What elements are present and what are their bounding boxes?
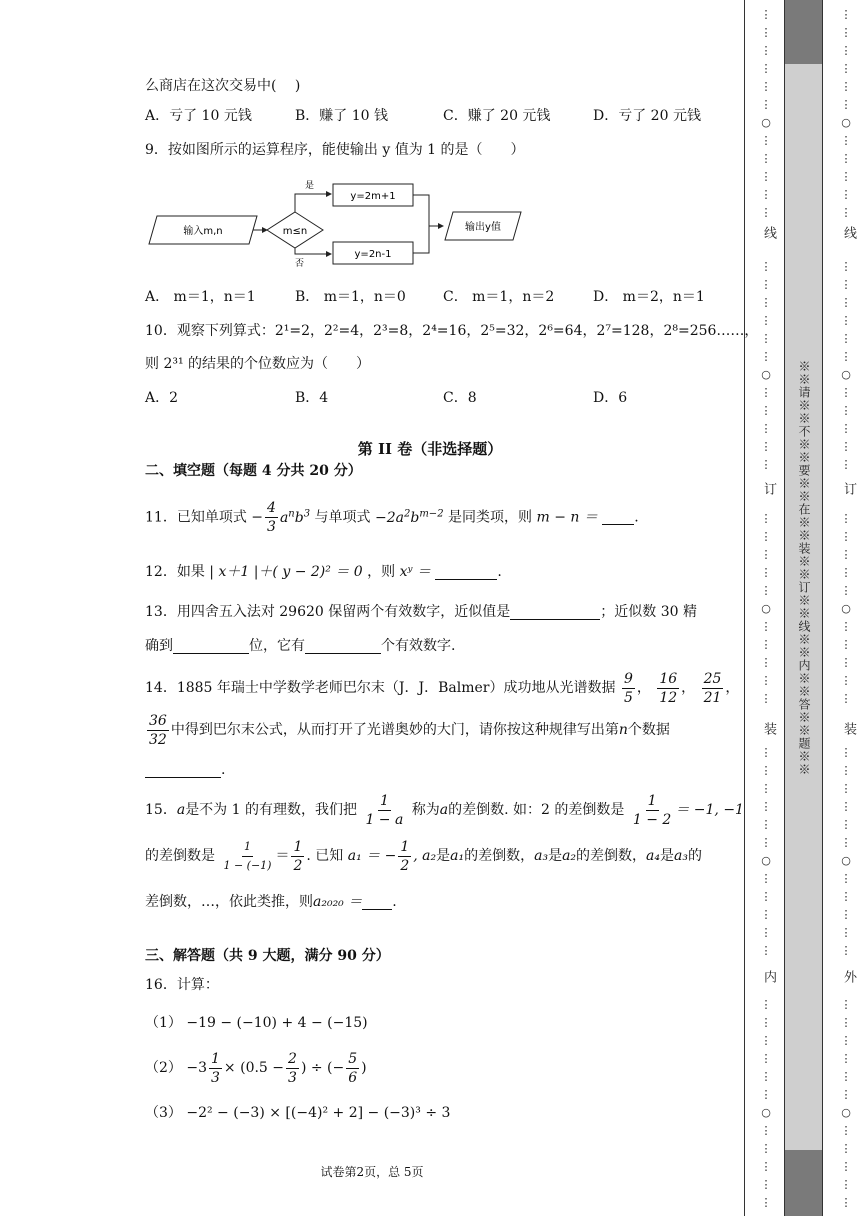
q15-t12: 的 — [687, 848, 702, 864]
q10-stem: 10．观察下列算式：2¹=2，2²=4，2³=8，2⁴=16，2⁵=32，2⁶=64，2⁷=128，2⁸=256……， — [145, 323, 759, 339]
q14-frac2: $\frac{16}{12}$ — [659, 670, 678, 706]
binding-dot-icon: ⋮ — [840, 314, 852, 327]
binding-circle-icon: ○ — [841, 368, 851, 381]
binding-dot-icon: ⋮ — [840, 44, 852, 57]
binding-dot-icon: ⋮ — [760, 80, 772, 93]
binding-circle-icon: ○ — [761, 1106, 771, 1119]
binding-dot-icon: ⋮ — [760, 1052, 772, 1065]
q15-t13: 差倒数，…，依此类推，则 — [145, 894, 313, 910]
outer-mark-ding: 订 — [841, 482, 856, 495]
q11-post: 是同类项，则 — [448, 509, 533, 526]
binding-dot-icon: ⋮ — [760, 872, 772, 885]
binding-dot-icon: ⋮ — [760, 818, 772, 831]
q11-expr: m − n ＝ — [536, 509, 598, 526]
q12 — [145, 562, 502, 582]
q14-frac3: $\frac{25}{21}$ — [703, 670, 722, 706]
binding-dot-icon: ⋮ — [840, 782, 852, 795]
binding-circle-icon: ○ — [841, 854, 851, 867]
q15-a3-sym2: a₃ — [674, 848, 688, 864]
binding-dot-icon: ⋮ — [840, 1016, 852, 1029]
q15-frac-ex2: $\frac{1}{1 - (-1)}$ — [223, 839, 272, 872]
binding-dot-icon: ⋮ — [760, 1142, 772, 1155]
binding-dot-icon: ⋮ — [760, 944, 772, 957]
q10-option-c: C．8 — [443, 390, 477, 406]
binding-dot-icon: ⋮ — [840, 944, 852, 957]
binding-dot-icon: ⋮ — [840, 278, 852, 291]
q14-text2b: 个数据 — [627, 722, 670, 738]
q13-text2a: 确到 — [145, 638, 173, 654]
output-label: 输出y值 — [465, 222, 501, 233]
q12-expr2: xʸ ＝ — [399, 564, 431, 580]
binding-dot-icon: ⋮ — [840, 818, 852, 831]
binding-dot-icon: ⋮ — [840, 458, 852, 471]
outer-mark-zhuang: 装 — [841, 722, 856, 735]
q13-text2b: 位，它有 — [249, 638, 305, 654]
binding-dot-icon: ⋮ — [760, 350, 772, 363]
binding-dot-icon: ⋮ — [840, 440, 852, 453]
q12-mid: ，则 — [367, 564, 396, 580]
binding-dot-icon: ⋮ — [840, 746, 852, 759]
q16-part1: （1） −19 − (−10) + 4 − (−15) — [145, 1015, 368, 1031]
q16-frac-mixed: $\frac{1}{3}$ — [211, 1050, 220, 1086]
binding-dot-icon: ⋮ — [760, 926, 772, 939]
q15-num: 15． — [145, 802, 177, 818]
page-footer: 试卷第2页，总 5页 — [320, 1165, 424, 1179]
q14-frac4: $\frac{36}{32}$ — [149, 712, 167, 748]
q10-option-b: B．4 — [295, 390, 329, 406]
binding-circle-icon: ○ — [841, 116, 851, 129]
binding-dot-icon: ⋮ — [760, 62, 772, 75]
q15-t2: 称为 — [411, 802, 440, 818]
q9-option-d: D． m＝2，n＝1 — [593, 289, 705, 305]
binding-dot-icon: ⋮ — [840, 998, 852, 1011]
binding-circle-icon: ○ — [761, 602, 771, 615]
binding-dot-icon: ⋮ — [840, 872, 852, 885]
q15-frac-half: $\frac{1}{2}$ — [293, 838, 303, 874]
q14-line2 — [145, 710, 670, 750]
binding-dot-icon: ⋮ — [840, 530, 852, 543]
q11: 11．已知单项式 − $\frac{4}{3}$ $a^nb^3$ 与单项式 $-2a^2b^{m-2}$ 是同类项，则 m − n ＝ . — [145, 500, 639, 536]
binding-dot-icon: ⋮ — [760, 1196, 772, 1209]
q15-t1: 是不为 1 的有理数，我们把 — [185, 802, 357, 818]
q10-option-d: D．6 — [593, 390, 628, 406]
q13-blank3[interactable] — [305, 639, 381, 654]
binding-dot-icon: ⋮ — [760, 800, 772, 813]
binding-dot-icon: ⋮ — [840, 386, 852, 399]
q14-n: n — [618, 722, 628, 738]
inner-mark-xian: 线 — [761, 226, 776, 239]
binding-dot-icon: ⋮ — [840, 1124, 852, 1137]
binding-dot-icon: ⋮ — [840, 1178, 852, 1191]
yes-process-label: y=2m+1 — [350, 191, 396, 202]
binding-dot-icon: ⋮ — [760, 206, 772, 219]
binding-dot-icon: ⋮ — [840, 1196, 852, 1209]
binding-dot-icon: ⋮ — [840, 836, 852, 849]
q12-expr: | x＋1 |＋( y − 2)² ＝ 0 — [209, 564, 363, 580]
binding-dot-icon: ⋮ — [760, 836, 772, 849]
binding-dot-icon: ⋮ — [760, 1160, 772, 1173]
binding-border-left — [744, 0, 745, 1216]
solve-heading: 三、解答题（共 9 大题，满分 90 分） — [145, 948, 390, 964]
q15-t4: ＝ −1, −1 — [675, 802, 744, 818]
binding-dot-icon: ⋮ — [840, 674, 852, 687]
binding-circle-icon: ○ — [761, 116, 771, 129]
q13-line2 — [145, 636, 455, 656]
binding-dot-icon: ⋮ — [760, 8, 772, 21]
q9-option-b: B． m＝1，n＝0 — [295, 289, 406, 305]
binding-dot-icon: ⋮ — [840, 638, 852, 651]
q15-frac-def: $\frac{1}{1 - a}$ — [365, 792, 404, 828]
q15-t9: 是 — [548, 848, 563, 864]
q14-line1: 14．1885 年瑞士中学数学老师巴尔末（J．J．Balmer）成功地从光谱数据 $\frac{9}{5}$ ， $\frac{16}{12}$ ， $\frac{25}{21}$ ， — [145, 670, 740, 706]
binding-line-inner-right — [822, 0, 823, 1216]
binding-dot-icon: ⋮ — [840, 908, 852, 921]
binding-dot-icon: ⋮ — [760, 548, 772, 561]
q16-2c: ) ÷ (− — [300, 1060, 345, 1076]
q15-frac-a1: $\frac{1}{2}$ — [400, 838, 410, 874]
input-label: 输入m,n — [183, 226, 223, 237]
q15-t8: 的差倒数， — [464, 848, 535, 864]
binding-dot-icon: ⋮ — [840, 620, 852, 633]
q11-pre: 11．已知单项式 — [145, 509, 247, 526]
binding-dot-icon: ⋮ — [840, 26, 852, 39]
binding-grey-bottom — [784, 1150, 822, 1216]
binding-dot-icon: ⋮ — [840, 332, 852, 345]
q15-t3: 的差倒数. 如：2 的差倒数是 — [448, 802, 625, 818]
q9-stem: 9．按如图所示的运算程序，能使输出 y 值为 1 的是（ ） — [145, 142, 525, 158]
binding-dot-icon: ⋮ — [840, 800, 852, 813]
q14-line3: . — [145, 760, 225, 780]
q13-line1 — [145, 602, 697, 622]
q16-frac-56: $\frac{5}{6}$ — [348, 1050, 358, 1086]
q16-part2 — [145, 1048, 367, 1088]
section2-title: 第 II 卷（非选择题） — [357, 440, 503, 458]
binding-dot-icon: ⋮ — [760, 890, 772, 903]
flowchart — [145, 172, 525, 272]
binding-dot-icon: ⋮ — [840, 350, 852, 363]
binding-dot-icon: ⋮ — [840, 134, 852, 147]
q15-a1-def: a₁ ＝ − — [347, 848, 397, 864]
q16-2d: ) — [361, 1060, 367, 1076]
q15-line1 — [145, 790, 744, 830]
q15-a2-sym: , a₂ — [413, 848, 437, 864]
q15-a2020: a₂₀₂₀ ＝ — [313, 894, 363, 910]
binding-dot-icon: ⋮ — [760, 314, 772, 327]
binding-dot-icon: ⋮ — [760, 764, 772, 777]
binding-dot-icon: ⋮ — [840, 764, 852, 777]
fill-heading: 二、填空题（每题 4 分共 20 分） — [145, 463, 362, 479]
q15-a: a — [176, 802, 186, 818]
binding-circle-icon: ○ — [841, 1106, 851, 1119]
binding-dot-icon: ⋮ — [760, 1178, 772, 1191]
binding-dot-icon: ⋮ — [760, 134, 772, 147]
binding-dot-icon: ⋮ — [760, 386, 772, 399]
inner-mark-ding: 订 — [761, 482, 776, 495]
binding-dot-icon: ⋮ — [840, 584, 852, 597]
binding-circle-icon: ○ — [761, 368, 771, 381]
binding-dot-icon: ⋮ — [840, 926, 852, 939]
q8-option-a: A．亏了 10 元钱 — [145, 108, 252, 124]
binding-dot-icon: ⋮ — [840, 692, 852, 705]
q15-t6: . 已知 — [306, 848, 344, 864]
binding-dot-icon: ⋮ — [840, 566, 852, 579]
binding-dot-icon: ⋮ — [760, 404, 772, 417]
q11-answer-blank[interactable] — [602, 510, 634, 525]
binding-dot-icon: ⋮ — [760, 656, 772, 669]
binding-dot-icon: ⋮ — [760, 998, 772, 1011]
binding-dot-icon: ⋮ — [840, 152, 852, 165]
no-label: 否 — [295, 259, 305, 269]
binding-dot-icon: ⋮ — [760, 584, 772, 597]
outer-mark-wai: 外 — [841, 970, 856, 983]
binding-dot-icon: ⋮ — [840, 890, 852, 903]
outer-dotted-line — [836, 0, 856, 1216]
q16-2a: （2） −3 — [145, 1060, 207, 1076]
binding-dot-icon: ⋮ — [760, 620, 772, 633]
binding-dot-icon: ⋮ — [840, 512, 852, 525]
binding-dot-icon: ⋮ — [840, 260, 852, 273]
binding-dot-icon: ⋮ — [840, 1142, 852, 1155]
q15-a4-sym: a₄ — [646, 848, 660, 864]
binding-dot-icon: ⋮ — [760, 422, 772, 435]
binding-dot-icon: ⋮ — [840, 656, 852, 669]
binding-dot-icon: ⋮ — [840, 188, 852, 201]
q15-t11: 是 — [660, 848, 674, 864]
binding-dot-icon: ⋮ — [840, 98, 852, 111]
q8-option-d: D．亏了 20 元钱 — [593, 108, 701, 124]
binding-warning: ※※请※※不※※要※※在※※装※※订※※线※※内※※答※※题※※ — [797, 360, 811, 776]
binding-circle-icon: ○ — [761, 854, 771, 867]
binding-dot-icon: ⋮ — [840, 1034, 852, 1047]
q15-end: . — [392, 894, 397, 910]
q11-mid: 与单项式 — [314, 509, 371, 526]
binding-dot-icon: ⋮ — [840, 1088, 852, 1101]
binding-dot-icon: ⋮ — [760, 530, 772, 543]
q16-part3: （3） −2² − (−3) × [(−4)² + 2] − (−3)³ ÷ 3 — [145, 1105, 451, 1121]
binding-dot-icon: ⋮ — [760, 296, 772, 309]
q16-frac-23: $\frac{2}{3}$ — [288, 1050, 297, 1086]
q15-a3-sym: a₃ — [534, 848, 549, 864]
binding-dot-icon: ⋮ — [760, 638, 772, 651]
binding-dot-icon: ⋮ — [760, 44, 772, 57]
q15-a1-sym: a₁ — [450, 848, 465, 864]
q11-fraction: $\frac{4}{3}$ — [267, 500, 276, 536]
q15-t10: 的差倒数， — [576, 848, 647, 864]
q13-blank2[interactable] — [173, 639, 249, 654]
binding-dot-icon: ⋮ — [760, 188, 772, 201]
q12-answer-blank[interactable] — [435, 565, 497, 580]
inner-dotted-line — [756, 0, 776, 1216]
q8-tail: 么商店在这次交易中( ) — [145, 78, 301, 94]
binding-dot-icon: ⋮ — [760, 1034, 772, 1047]
binding-dot-icon: ⋮ — [760, 278, 772, 291]
q8-option-b: B．赚了 10 钱 — [295, 108, 389, 124]
binding-dot-icon: ⋮ — [840, 296, 852, 309]
binding-circle-icon: ○ — [841, 602, 851, 615]
binding-dot-icon: ⋮ — [840, 1052, 852, 1065]
binding-dot-icon: ⋮ — [840, 1160, 852, 1173]
inner-mark-zhuang: 装 — [761, 722, 776, 735]
q15-line3 — [145, 892, 397, 912]
outer-mark-xian: 线 — [841, 226, 856, 239]
binding-dot-icon: ⋮ — [760, 566, 772, 579]
q12-end: . — [497, 564, 502, 580]
q11-end: . — [634, 509, 639, 526]
q13-text1: 13．用四舍五入法对 29620 保留两个有效数字，近似值是 — [145, 604, 511, 620]
yes-label: 是 — [305, 181, 315, 191]
binding-dot-icon: ⋮ — [840, 170, 852, 183]
q10-option-a: A．2 — [145, 390, 179, 406]
q13-text2c: 个有效数字. — [381, 638, 456, 654]
q9-option-c: C． m＝1，n＝2 — [443, 289, 555, 305]
binding-dot-icon: ⋮ — [760, 782, 772, 795]
binding-dot-icon: ⋮ — [760, 512, 772, 525]
binding-dot-icon: ⋮ — [840, 62, 852, 75]
q15-answer-blank[interactable] — [362, 895, 392, 910]
q15-t7: 是 — [436, 848, 451, 864]
binding-dot-icon: ⋮ — [840, 8, 852, 21]
binding-dot-icon: ⋮ — [760, 458, 772, 471]
binding-dot-icon: ⋮ — [840, 422, 852, 435]
q15-t5: 的差倒数是 — [145, 848, 215, 864]
binding-dot-icon: ⋮ — [760, 440, 772, 453]
decision-label: m≤n — [282, 226, 308, 237]
q14-text1: 14．1885 年瑞士中学数学老师巴尔末（J．J．Balmer）成功地从光谱数据 — [145, 680, 616, 696]
q14-text2: 中得到巴尔末公式，从而打开了光谱奥妙的大门，请你按这种规律写出第 — [170, 722, 619, 738]
binding-dot-icon: ⋮ — [840, 206, 852, 219]
q12-pre: 12．如果 — [145, 564, 205, 580]
q13-text1b: ；近似数 30 精 — [600, 604, 697, 620]
q16-stem: 16．计算： — [145, 977, 219, 993]
binding-line-inner-left — [784, 0, 785, 1216]
binding-dot-icon: ⋮ — [840, 404, 852, 417]
binding-dot-icon: ⋮ — [760, 746, 772, 759]
inner-mark-nei: 内 — [761, 970, 776, 983]
q13-blank1[interactable] — [510, 605, 600, 620]
binding-dot-icon: ⋮ — [760, 908, 772, 921]
binding-dot-icon: ⋮ — [760, 26, 772, 39]
no-process-label: y=2n-1 — [354, 249, 392, 260]
binding-dot-icon: ⋮ — [760, 260, 772, 273]
binding-dot-icon: ⋮ — [760, 1088, 772, 1101]
binding-dot-icon: ⋮ — [760, 692, 772, 705]
binding-dot-icon: ⋮ — [760, 98, 772, 111]
binding-dot-icon: ⋮ — [760, 170, 772, 183]
q10-line2: 则 2³¹ 的结果的个位数应为（ ） — [145, 356, 371, 372]
q15-line2: 的差倒数是 $\frac{1}{1 - (-1)}$ ＝ $\frac{1}{2}$ . 已知 a₁ ＝ − $\frac{1}{2}$ , a₂是a₁的差倒数，a₃是a₂的差倒数，a₄是a₃的 — [145, 838, 702, 874]
q9-option-a: A． m＝1，n＝1 — [145, 289, 256, 305]
binding-dot-icon: ⋮ — [760, 332, 772, 345]
q15-a2: a — [439, 802, 449, 818]
binding-dot-icon: ⋮ — [760, 674, 772, 687]
q15-a2-sym2: a₂ — [562, 848, 577, 864]
binding-grey-top — [784, 0, 822, 64]
binding-dot-icon: ⋮ — [840, 548, 852, 561]
binding-dot-icon: ⋮ — [760, 1070, 772, 1083]
q16-2b: × (0.5 − — [223, 1060, 285, 1076]
binding-dot-icon: ⋮ — [760, 1124, 772, 1137]
q8-option-c: C．赚了 20 元钱 — [443, 108, 551, 124]
binding-dot-icon: ⋮ — [760, 152, 772, 165]
q14-answer-blank[interactable] — [145, 763, 221, 778]
binding-dot-icon: ⋮ — [840, 80, 852, 93]
binding-dot-icon: ⋮ — [840, 1070, 852, 1083]
binding-dot-icon: ⋮ — [760, 1016, 772, 1029]
q14-frac1: $\frac{9}{5}$ — [623, 670, 633, 706]
q15-frac-ex1: $\frac{1}{1 - 2}$ — [632, 792, 672, 828]
